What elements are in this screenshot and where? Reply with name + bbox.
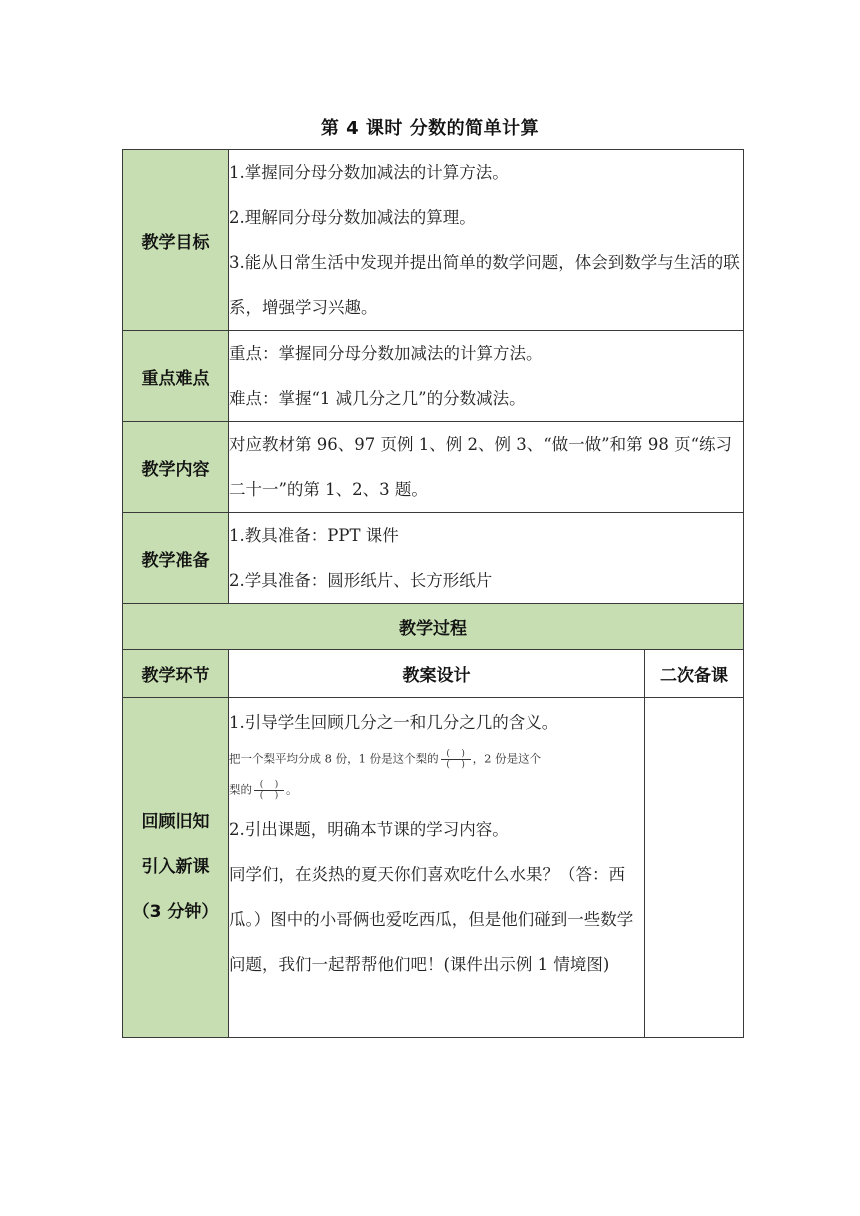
preparation-label: 教学准备 [123,513,229,604]
exercise-text-4: 。 [286,782,298,797]
review-label [123,698,229,1038]
objective-item: 1.掌握同分母分数加减法的计算方法。 [229,163,509,182]
header-design: 教案设计 [229,650,645,698]
objectives-label: 教学目标 [123,150,229,331]
key-point-item: 难点：掌握“1 减几分之几”的分数减法。 [229,389,526,408]
key-points-content [229,331,744,422]
fill-in-exercise [229,745,644,807]
key-points-row [123,331,744,422]
review-label-line: （3 分钟） [132,902,219,922]
content-label: 教学内容 [123,422,229,513]
objectives-content [229,150,744,331]
lesson-plan-table [122,149,744,1038]
blank-fraction-2: $\frac{( )}{( )}$ [254,780,284,801]
review-line-1: 1.引导学生回顾几分之一和几分之几的含义。 [229,713,559,732]
preparation-item: 1.教具准备：PPT 课件 [229,526,399,545]
exercise-text-2: ，2 份是这个 [472,751,542,766]
key-point-item: 重点：掌握同分母分数加减法的计算方法。 [229,344,543,363]
content-paragraph: 对应教材第 96、97 页例 1、例 2、例 3、“做一做”和第 98 页“练习二十一”的第 1、2、3 题。 [229,435,733,499]
review-design [229,698,645,1038]
content-row [123,422,744,513]
second-prep-cell [645,698,744,1038]
preparation-row [123,513,744,604]
content-text [229,422,744,513]
objective-item: 3.能从日常生活中发现并提出简单的数学问题，体会到数学与生活的联系，增强学习兴趣。 [229,253,740,317]
preparation-item: 2.学具准备：圆形纸片、长方形纸片 [229,571,493,590]
objective-item: 2.理解同分母分数加减法的算理。 [229,208,476,227]
process-band: 教学过程 [123,604,744,650]
process-band-row [123,604,744,650]
process-header-row [123,650,744,698]
exercise-text-3: 梨的 [229,782,252,797]
key-points-label: 重点难点 [123,331,229,422]
review-label-line: 回顾旧知 [141,812,210,832]
review-label-line: 引入新课 [141,857,210,877]
review-row [123,698,744,1038]
page-title: 第 4 课时 分数的简单计算 [320,118,540,139]
review-line-3: 同学们，在炎热的夏天你们喜欢吃什么水果？（答：西瓜。）图中的小哥俩也爱吃西瓜，但是他们碰到一些数学问题，我们一起帮帮他们吧！(课件出示例 1 情境图) [229,865,634,974]
header-stage: 教学环节 [123,650,229,698]
exercise-text-1: 把一个梨平均分成 8 份，1 份是这个梨的 [229,751,439,766]
objectives-row [123,150,744,331]
review-line-2: 2.引出课题，明确本节课的学习内容。 [229,820,509,839]
preparation-content [229,513,744,604]
header-second-prep: 二次备课 [645,650,744,698]
blank-fraction-1: $\frac{( )}{( )}$ [441,749,471,770]
